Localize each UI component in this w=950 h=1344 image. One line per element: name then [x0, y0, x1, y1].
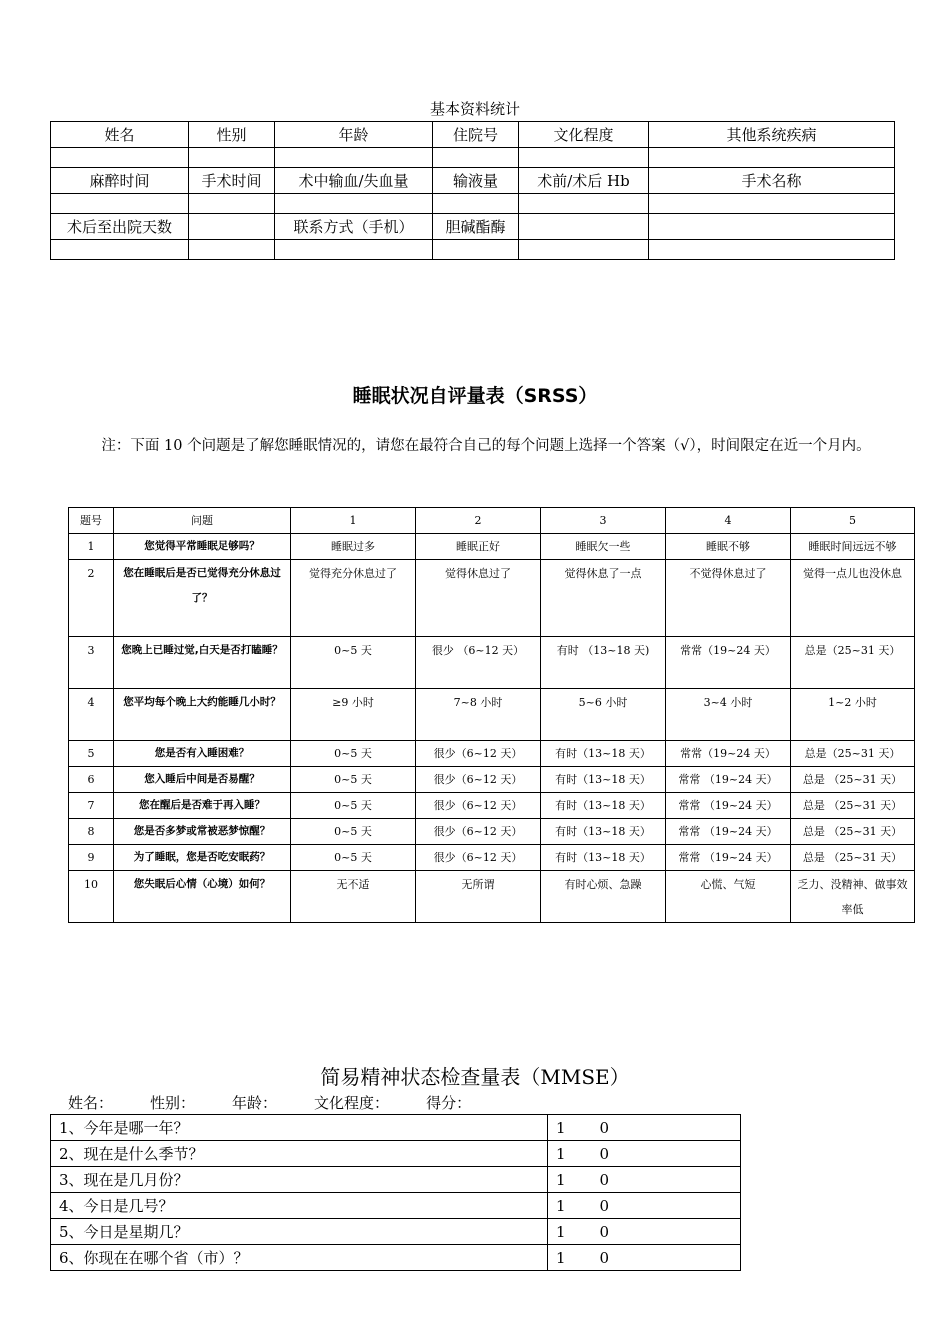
- answer-option[interactable]: 乏力、没精神、做事效率低: [791, 871, 915, 923]
- cell-label: 性别: [189, 122, 275, 148]
- table-row: [69, 767, 915, 793]
- answer-option[interactable]: 0~5 天: [291, 767, 416, 793]
- item-number: 8: [69, 819, 114, 845]
- item-number: 5: [69, 741, 114, 767]
- table-row: [69, 534, 915, 560]
- question-text: 为了睡眠，您是否吃安眠药？: [114, 845, 291, 871]
- answer-option[interactable]: 觉得休息了一点: [541, 560, 666, 637]
- score-1[interactable]: 1: [556, 1118, 566, 1137]
- blank-cell[interactable]: [189, 148, 275, 168]
- answer-option[interactable]: 有时（13~18 天）: [541, 819, 666, 845]
- cell-label: 术后至出院天数: [51, 214, 189, 240]
- answer-option[interactable]: 觉得充分休息过了: [291, 560, 416, 637]
- basic-row-3: [51, 214, 895, 240]
- table-row: [51, 1167, 741, 1193]
- score-label: 得分：: [426, 1094, 472, 1112]
- score-1[interactable]: 1: [556, 1144, 566, 1163]
- column-header: 4: [666, 508, 791, 534]
- score-0[interactable]: 0: [599, 1118, 610, 1137]
- basic-blank-row: [51, 148, 895, 168]
- mmse-question: 1、今年是哪一年？: [51, 1115, 548, 1141]
- mmse-table: [50, 1114, 741, 1271]
- item-number: 1: [69, 534, 114, 560]
- answer-option[interactable]: 常常 （19~24 天）: [666, 767, 791, 793]
- table-row: [51, 1115, 741, 1141]
- mmse-score-cell: [548, 1193, 741, 1219]
- answer-option[interactable]: 觉得休息过了: [416, 560, 541, 637]
- srss-header-row: [69, 508, 915, 534]
- blank-cell[interactable]: [433, 148, 519, 168]
- score-1[interactable]: 1: [556, 1196, 566, 1215]
- answer-option[interactable]: 睡眠欠一些: [541, 534, 666, 560]
- score-1[interactable]: 1: [556, 1170, 566, 1189]
- answer-option[interactable]: 有时（13~18 天）: [541, 793, 666, 819]
- score-0[interactable]: 0: [599, 1222, 610, 1241]
- blank-cell[interactable]: [519, 240, 649, 260]
- answer-option[interactable]: 睡眠不够: [666, 534, 791, 560]
- table-row: [51, 1245, 741, 1271]
- answer-option[interactable]: 总是 （25~31 天）: [791, 845, 915, 871]
- answer-option[interactable]: 无所谓: [416, 871, 541, 923]
- column-header: 2: [416, 508, 541, 534]
- answer-option[interactable]: 有时（13~18 天）: [541, 741, 666, 767]
- item-number: 3: [69, 637, 114, 689]
- question-text: 您在醒后是否难于再入睡？: [114, 793, 291, 819]
- table-row: [69, 637, 915, 689]
- basic-blank-row: [51, 240, 895, 260]
- cell-label: 住院号: [433, 122, 519, 148]
- answer-option[interactable]: 很少 （6~12 天）: [416, 637, 541, 689]
- blank-cell[interactable]: [519, 214, 649, 240]
- score-0[interactable]: 0: [599, 1144, 610, 1163]
- answer-option[interactable]: 心慌、气短: [666, 871, 791, 923]
- answer-option[interactable]: 7~8 小时: [416, 689, 541, 741]
- table-row: [51, 1141, 741, 1167]
- answer-option[interactable]: 有时（13~18 天）: [541, 845, 666, 871]
- cell-label: 手术名称: [649, 168, 895, 194]
- mmse-question: 6、你现在在哪个省（市）？: [51, 1245, 548, 1271]
- mmse-title: 简易精神状态检查量表（MMSE）: [320, 1065, 630, 1089]
- basic-info-table: [50, 121, 895, 260]
- table-row: [69, 819, 915, 845]
- blank-cell[interactable]: [189, 240, 275, 260]
- answer-option[interactable]: 很少（6~12 天）: [416, 845, 541, 871]
- mmse-question: 2、现在是什么季节？: [51, 1141, 548, 1167]
- item-number: 10: [69, 871, 114, 923]
- mmse-score-cell: [548, 1219, 741, 1245]
- table-row: [69, 845, 915, 871]
- blank-cell[interactable]: [649, 194, 895, 214]
- answer-option[interactable]: 常常 （19~24 天）: [666, 793, 791, 819]
- answer-option[interactable]: 总是 （25~31 天）: [791, 793, 915, 819]
- basic-row-2: [51, 168, 895, 194]
- cell-label: 胆碱酯酶: [433, 214, 519, 240]
- mmse-question: 5、今日是星期几？: [51, 1219, 548, 1245]
- cell-label: 输液量: [433, 168, 519, 194]
- answer-option[interactable]: 很少（6~12 天）: [416, 819, 541, 845]
- answer-option[interactable]: 很少（6~12 天）: [416, 741, 541, 767]
- basic-info-title: 基本资料统计: [429, 100, 520, 118]
- question-text: 您平均每个晚上大约能睡几小时？: [114, 689, 291, 741]
- table-row: [69, 871, 915, 923]
- answer-option[interactable]: 很少（6~12 天）: [416, 793, 541, 819]
- score-0[interactable]: 0: [599, 1248, 610, 1267]
- mmse-score-cell: [548, 1245, 741, 1271]
- answer-option[interactable]: 0~5 天: [291, 637, 416, 689]
- column-header: 3: [541, 508, 666, 534]
- blank-cell[interactable]: [275, 240, 433, 260]
- blank-cell[interactable]: [51, 240, 189, 260]
- blank-cell[interactable]: [519, 194, 649, 214]
- answer-option[interactable]: 总是（25~31 天）: [791, 637, 915, 689]
- mmse-question: 3、现在是几月份？: [51, 1167, 548, 1193]
- score-0[interactable]: 0: [599, 1196, 610, 1215]
- answer-option[interactable]: 常常 （19~24 天）: [666, 819, 791, 845]
- blank-cell[interactable]: [519, 148, 649, 168]
- answer-option[interactable]: 总是（25~31 天）: [791, 741, 915, 767]
- education-label: 文化程度：: [314, 1094, 390, 1112]
- answer-option[interactable]: 常常 （19~24 天）: [666, 845, 791, 871]
- question-text: 您是否多梦或常被恶梦惊醒？: [114, 819, 291, 845]
- answer-option[interactable]: 总是 （25~31 天）: [791, 767, 915, 793]
- answer-option[interactable]: 有时（13~18 天）: [541, 767, 666, 793]
- blank-cell[interactable]: [189, 214, 275, 240]
- answer-option[interactable]: 5~6 小时: [541, 689, 666, 741]
- cell-label: 姓名: [51, 122, 189, 148]
- column-header: 5: [791, 508, 915, 534]
- answer-option[interactable]: 睡眠时间远远不够: [791, 534, 915, 560]
- answer-option[interactable]: 有时心烦、急躁: [541, 871, 666, 923]
- blank-cell[interactable]: [649, 148, 895, 168]
- answer-option[interactable]: ≥9 小时: [291, 689, 416, 741]
- mmse-score-cell: [548, 1141, 741, 1167]
- answer-option[interactable]: 总是 （25~31 天）: [791, 819, 915, 845]
- gender-label: 性别：: [150, 1094, 196, 1112]
- question-text: 您晚上已睡过觉,白天是否打瞌睡？: [114, 637, 291, 689]
- cell-label: 麻醉时间: [51, 168, 189, 194]
- mmse-info-line: [68, 1093, 508, 1113]
- cell-label: 联系方式（手机）: [275, 214, 433, 240]
- answer-option[interactable]: 睡眠正好: [416, 534, 541, 560]
- answer-option[interactable]: 3~4 小时: [666, 689, 791, 741]
- answer-option[interactable]: 睡眠过多: [291, 534, 416, 560]
- srss-title: 睡眠状况自评量表（SRSS）: [352, 385, 598, 407]
- score-1[interactable]: 1: [556, 1248, 566, 1267]
- blank-cell[interactable]: [189, 194, 275, 214]
- basic-row-1: [51, 122, 895, 148]
- answer-option[interactable]: 1~2 小时: [791, 689, 915, 741]
- age-label: 年龄：: [232, 1094, 278, 1112]
- column-header: 1: [291, 508, 416, 534]
- answer-option[interactable]: 很少（6~12 天）: [416, 767, 541, 793]
- answer-option[interactable]: 无不适: [291, 871, 416, 923]
- column-header: 题号: [69, 508, 114, 534]
- table-row: [51, 1219, 741, 1245]
- answer-option[interactable]: 0~5 天: [291, 741, 416, 767]
- item-number: 4: [69, 689, 114, 741]
- answer-option[interactable]: 有时 （13~18 天): [541, 637, 666, 689]
- table-row: [69, 741, 915, 767]
- cell-label: 其他系统疾病: [649, 122, 895, 148]
- mmse-question: 4、今日是几号？: [51, 1193, 548, 1219]
- answer-option[interactable]: 不觉得休息过了: [666, 560, 791, 637]
- item-number: 9: [69, 845, 114, 871]
- score-0[interactable]: 0: [599, 1170, 610, 1189]
- answer-option[interactable]: 0~5 天: [291, 845, 416, 871]
- answer-option[interactable]: 0~5 天: [291, 793, 416, 819]
- score-1[interactable]: 1: [556, 1222, 566, 1241]
- blank-cell[interactable]: [649, 240, 895, 260]
- item-number: 2: [69, 560, 114, 637]
- srss-note: 注：下面 10 个问题是了解您睡眠情况的，请您在最符合自己的每个问题上选择一个答案（√），时间限定在近一个月内。: [101, 438, 871, 454]
- table-row: [51, 1193, 741, 1219]
- table-row: [69, 560, 915, 637]
- item-number: 6: [69, 767, 114, 793]
- table-row: [69, 689, 915, 741]
- blank-cell[interactable]: [275, 194, 433, 214]
- cell-label: 年龄: [275, 122, 433, 148]
- cell-label: 文化程度: [519, 122, 649, 148]
- blank-cell[interactable]: [275, 148, 433, 168]
- blank-cell[interactable]: [433, 240, 519, 260]
- question-text: 您觉得平常睡眠足够吗？: [114, 534, 291, 560]
- basic-blank-row: [51, 194, 895, 214]
- question-text: 您是否有入睡困难？: [114, 741, 291, 767]
- blank-cell[interactable]: [433, 194, 519, 214]
- item-number: 7: [69, 793, 114, 819]
- mmse-score-cell: [548, 1115, 741, 1141]
- srss-table: [68, 507, 915, 923]
- question-text: 您在睡眠后是否已觉得充分休息过了？: [114, 560, 291, 637]
- cell-label: 手术时间: [189, 168, 275, 194]
- blank-cell[interactable]: [51, 194, 189, 214]
- mmse-score-cell: [548, 1167, 741, 1193]
- answer-option[interactable]: 常常（19~24 天）: [666, 741, 791, 767]
- answer-option[interactable]: 0~5 天: [291, 819, 416, 845]
- name-label: 姓名：: [68, 1094, 114, 1112]
- cell-label: 术中输血/失血量: [275, 168, 433, 194]
- blank-cell[interactable]: [51, 148, 189, 168]
- answer-option[interactable]: 觉得一点儿也没休息: [791, 560, 915, 637]
- blank-cell[interactable]: [649, 214, 895, 240]
- question-text: 您入睡后中间是否易醒？: [114, 767, 291, 793]
- table-row: [69, 793, 915, 819]
- cell-label: 术前/术后 Hb: [519, 168, 649, 194]
- answer-option[interactable]: 常常（19~24 天）: [666, 637, 791, 689]
- column-header: 问题: [114, 508, 291, 534]
- question-text: 您失眠后心情（心境）如何？: [114, 871, 291, 923]
